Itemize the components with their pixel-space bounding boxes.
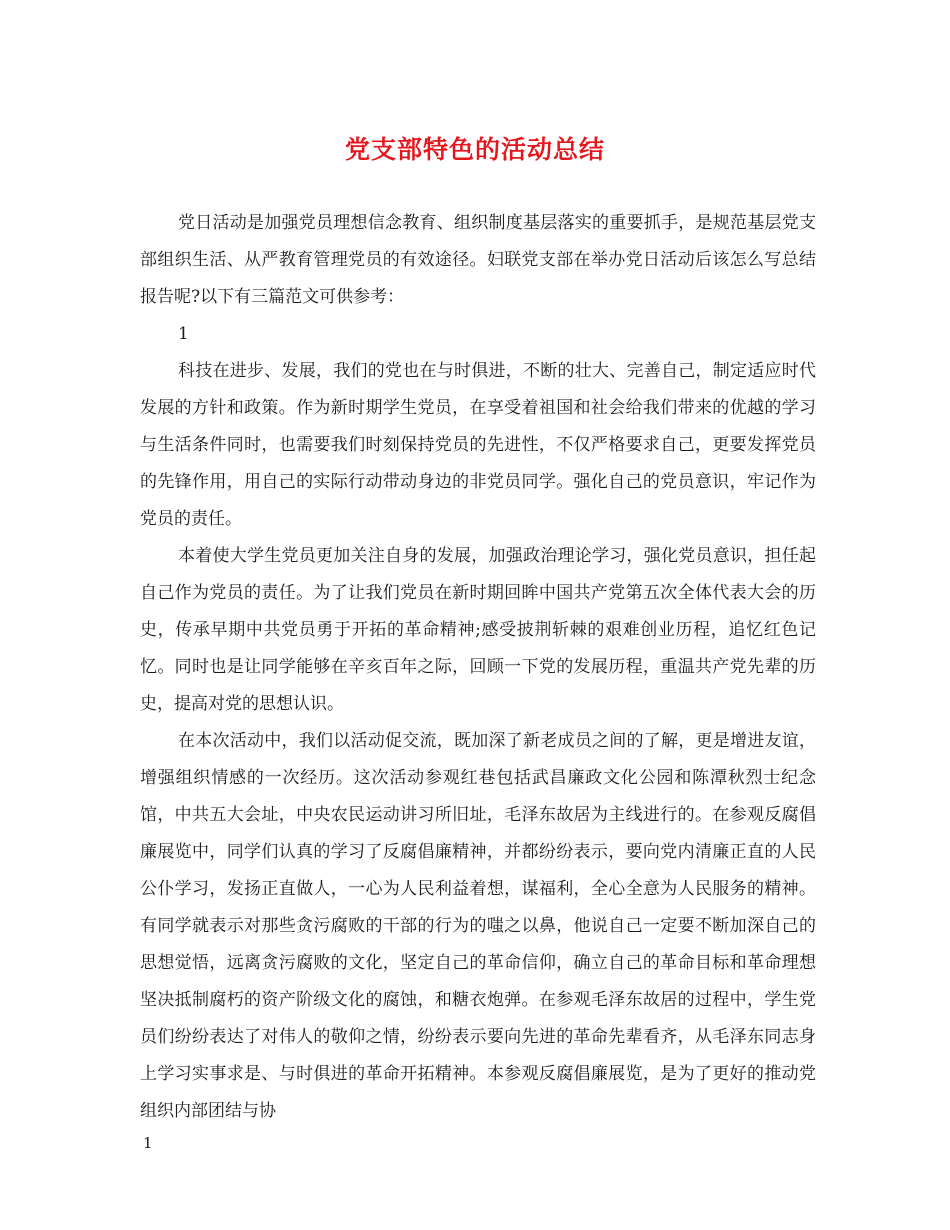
body-paragraph: 科技在进步、发展，我们的党也在与时俱进，不断的壮大、完善自己，制定适应时代发展的方针和政策。作为新时期学生党员，在享受着祖国和社会给我们带来的优越的学习与生活条件同时，也需要我们时刻保持党员的先进性，不仅严格要求自己，更要发挥党员的先锋作用，用自己的实际行动带动身边的非党员同学。强化自己的党员意识，牢记作为党员的责任。 [140, 361, 816, 529]
page-number: 1 [143, 1134, 153, 1152]
document-body [140, 205, 816, 1130]
intro-paragraph: 党日活动是加强党员理想信念教育、组织制度基层落实的重要抓手，是规范基层党支部组织生活、从严教育管理党员的有效途径。妇联党支部在举办党日活动后该怎么写总结报告呢?以下有三篇范文可供参考： [140, 213, 816, 307]
body-paragraph: 在本次活动中，我们以活动促交流，既加深了新老成员之间的了解，更是增进友谊，增强组织情感的一次经历。这次活动参观红巷包括武昌廉政文化公园和陈潭秋烈士纪念馆，中共五大会址，中央农民运动讲习所旧址，毛泽东故居为主线进行的。在参观反腐倡廉展览中，同学们认真的学习了反腐倡廉精神，并都纷纷表示，要向党内清廉正直的人民公仆学习，发扬正直做人，一心为人民利益着想，谋福利，全心全意为人民服务的精神。有同学就表示对那些贪污腐败的干部的行为的嗤之以鼻，他说自己一定要不断加深自己的思想觉悟，远离贪污腐败的文化，坚定自己的革命信仰，确立自己的革命目标和革命理想坚决抵制腐朽的资产阶级文化的腐蚀，和糖衣炮弹。在参观毛泽东故居的过程中，学生党员们纷纷表达了对伟人的敬仰之情，纷纷表示要向先进的革命先辈看齐，从毛泽东同志身上学习实事求是、与时俱进的革命开拓精神。本参观反腐倡廉展览，是为了更好的推动党组织内部团结与协 [140, 731, 816, 1121]
page-title: 党支部特色的活动总结 [344, 135, 605, 164]
body-paragraph: 本着使大学生党员更加关注自身的发展，加强政治理论学习，强化党员意识，担任起自己作为党员的责任。为了让我们党员在新时期回眸中国共产党第五次全体代表大会的历史，传承早期中共党员勇于开拓的革命精神;感受披荆斩棘的艰难创业历程，追忆红色记忆。同时也是让同学能够在辛亥百年之际，回顾一下党的发展历程，重温共产党先辈的历史，提高对党的思想认识。 [140, 546, 816, 714]
section-number: 1 [178, 324, 189, 344]
